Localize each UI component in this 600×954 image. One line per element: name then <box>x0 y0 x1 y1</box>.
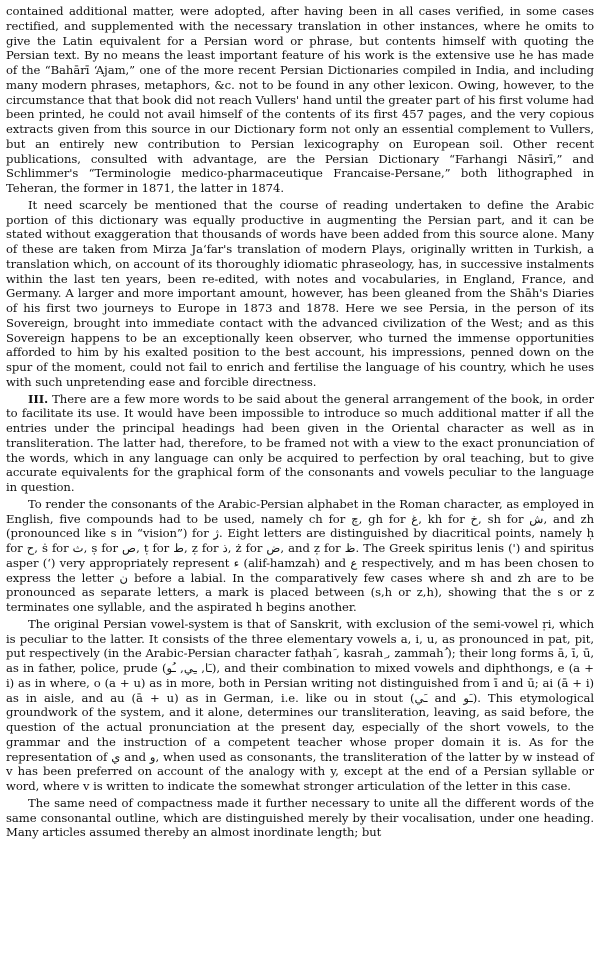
paragraph-5-text: The original Persian vowel-system is that of Sanskrit, with exclusion of the semi-vowel ṛi, which is peculiar to the latter. It consists of the three elementary vowels a, i, u, as pronounced in pat, pit, put respectively (in the Arabic-Persian character fatḥah َ, kasrah ِ, zammah ُ); their long forms ā, ī, ū, as in father, police, prude (ـَا, ـِي, ـُو), and their combination to mixed vowels and diphthongs, e (a + i) as in where, o (a + u) as in more, both in Persian writing not distinguished from ī and ū; ai (ā + i) as in aisle, and au (ā + u) as in German, i.e. like ou in stout (ـَي and ـَو). This etymological groundwork of the system, and it alone, determines our transliteration, leaving, as said before, the question of the actual pronunciation at the present day, especially of the short vowels, to the grammar and the instruction of a competent teacher whose proper domain it is. As for the representation of ي and و, when used as consonants, the transliteration of the latter by w instead of v has been preferred on account of the analogy with y, except at the end of a Persian syllable or word, where v is written to indicate the somewhat stronger articulation of the letter in this case. <box>6 616 594 793</box>
paragraph-6 <box>6 796 594 840</box>
paragraph-4 <box>6 497 594 615</box>
paragraph-1-text: contained additional matter, were adopted, after having been in all cases verified, in some cases rectified, and supplemented with the necessary translation in other instances, where he omits to give the Latin equivalent for a Persian word or phrase, but contents himself with quoting the Persian text. By no means the least important feature of his work is the extensive use he has made of the “Bahārī ‘Ajam,” one of the more recent Persian Dictionaries compiled in India, and including many modern phrases, metaphors, &c. not to be found in any other lexicon. Owing, however, to the circumstance that that book did not reach Vullers' hand until the greater part of his first volume had been printed, he could not avail himself of the contents of its first 457 pages, and the very copious extracts given from this source in our Dictionary form not only an essential complement to Vullers, but an entirely new contribution to Persian lexicography on European soil. Other recent publications, consulted with advantage, are the Persian Dictionary “Farhangi Nāsirī,” and Schlimmer's “Terminologie medico-pharmaceutique Francaise-Persane,” both lithographed in Teheran, the former in 1871, the latter in 1874. <box>6 4 594 195</box>
paragraph-2-text: It need scarcely be mentioned that the course of reading undertaken to define the Arabic portion of this dictionary was equally productive in augmenting the Persian part, and it can be stated without exaggeration that thousands of words have been added from this source alone. Many of these are taken from Mirza Ja‘far's translation of modern Plays, originally written in Turkish, a translation which, on account of its thoroughly idiomatic phraseology, has, in successive instalments within the last ten years, been re-edited, with notes and vocabularies, in England, France, and Germany. A larger and more important amount, however, has been gleaned from the Shāh's Diaries of his first two journeys to Europe in 1873 and 1878. Here we see Persia, in the person of its Sovereign, brought into immediate contact with the advanced civilization of the West; and as this Sovereign happens to be an exceptionally keen observer, who turned the immense opportunities afforded to him by his exalted position to the best account, his impressions, penned down on the spur of the moment, could not fail to enrich and fertilise the language of his country, which he uses with such unpretending ease and forcible directness. <box>6 197 594 389</box>
paragraph-1 <box>6 4 594 196</box>
paragraph-6-text: The same need of compactness made it further necessary to unite all the different words of the same consonantal outline, which are distinguished merely by their vocalisation, under one heading. Many articles assumed thereby an almost inordinate length; but <box>6 795 594 840</box>
paragraph-4-text: To render the consonants of the Arabic-Persian alphabet in the Roman character, as employed in English, five compounds had to be used, namely ch for چ, gh for غ, kh for خ, sh for ش, and zh (pronounced like s in “vision”) for ژ. Eight letters are distinguished by diacritical points, namely ḥ for ح, ṡ for ث, ṣ for ص, ṭ for ط, ẓ for ذ, ż for ض, and ẓ for ظ. The Greek spiritus lenis (') and spiritus asper (‘) very appropriately represent ء (alif-hamzah) and ع respectively, and m has been chosen to express the letter ن before a labial. In the comparatively few cases where sh and zh are to be pronounced as separate letters, a mark is placed between (s,h or z,h), showing that the s or z terminates one syllable, and the aspirated h begins another. <box>6 496 595 614</box>
section-number: III. <box>28 391 49 406</box>
paragraph-3-text: There are a few more words to be said about the general arrangement of the book, in order to facilitate its use. It would have been impossible to introduce so much additional matter if all the entries under the principal headings had been given in the Oriental character as well as in transliteration. The latter had, therefore, to be framed not with a view to the exact pronunciation of the words, which in any language can only be acquired to perfection by oral teaching, but to give accurate equivalents for the graphical form of the consonants and vowels peculiar to the language in question. <box>6 391 594 494</box>
paragraph-5 <box>6 617 594 794</box>
paragraph-2 <box>6 198 594 390</box>
paragraph-3 <box>6 392 594 495</box>
